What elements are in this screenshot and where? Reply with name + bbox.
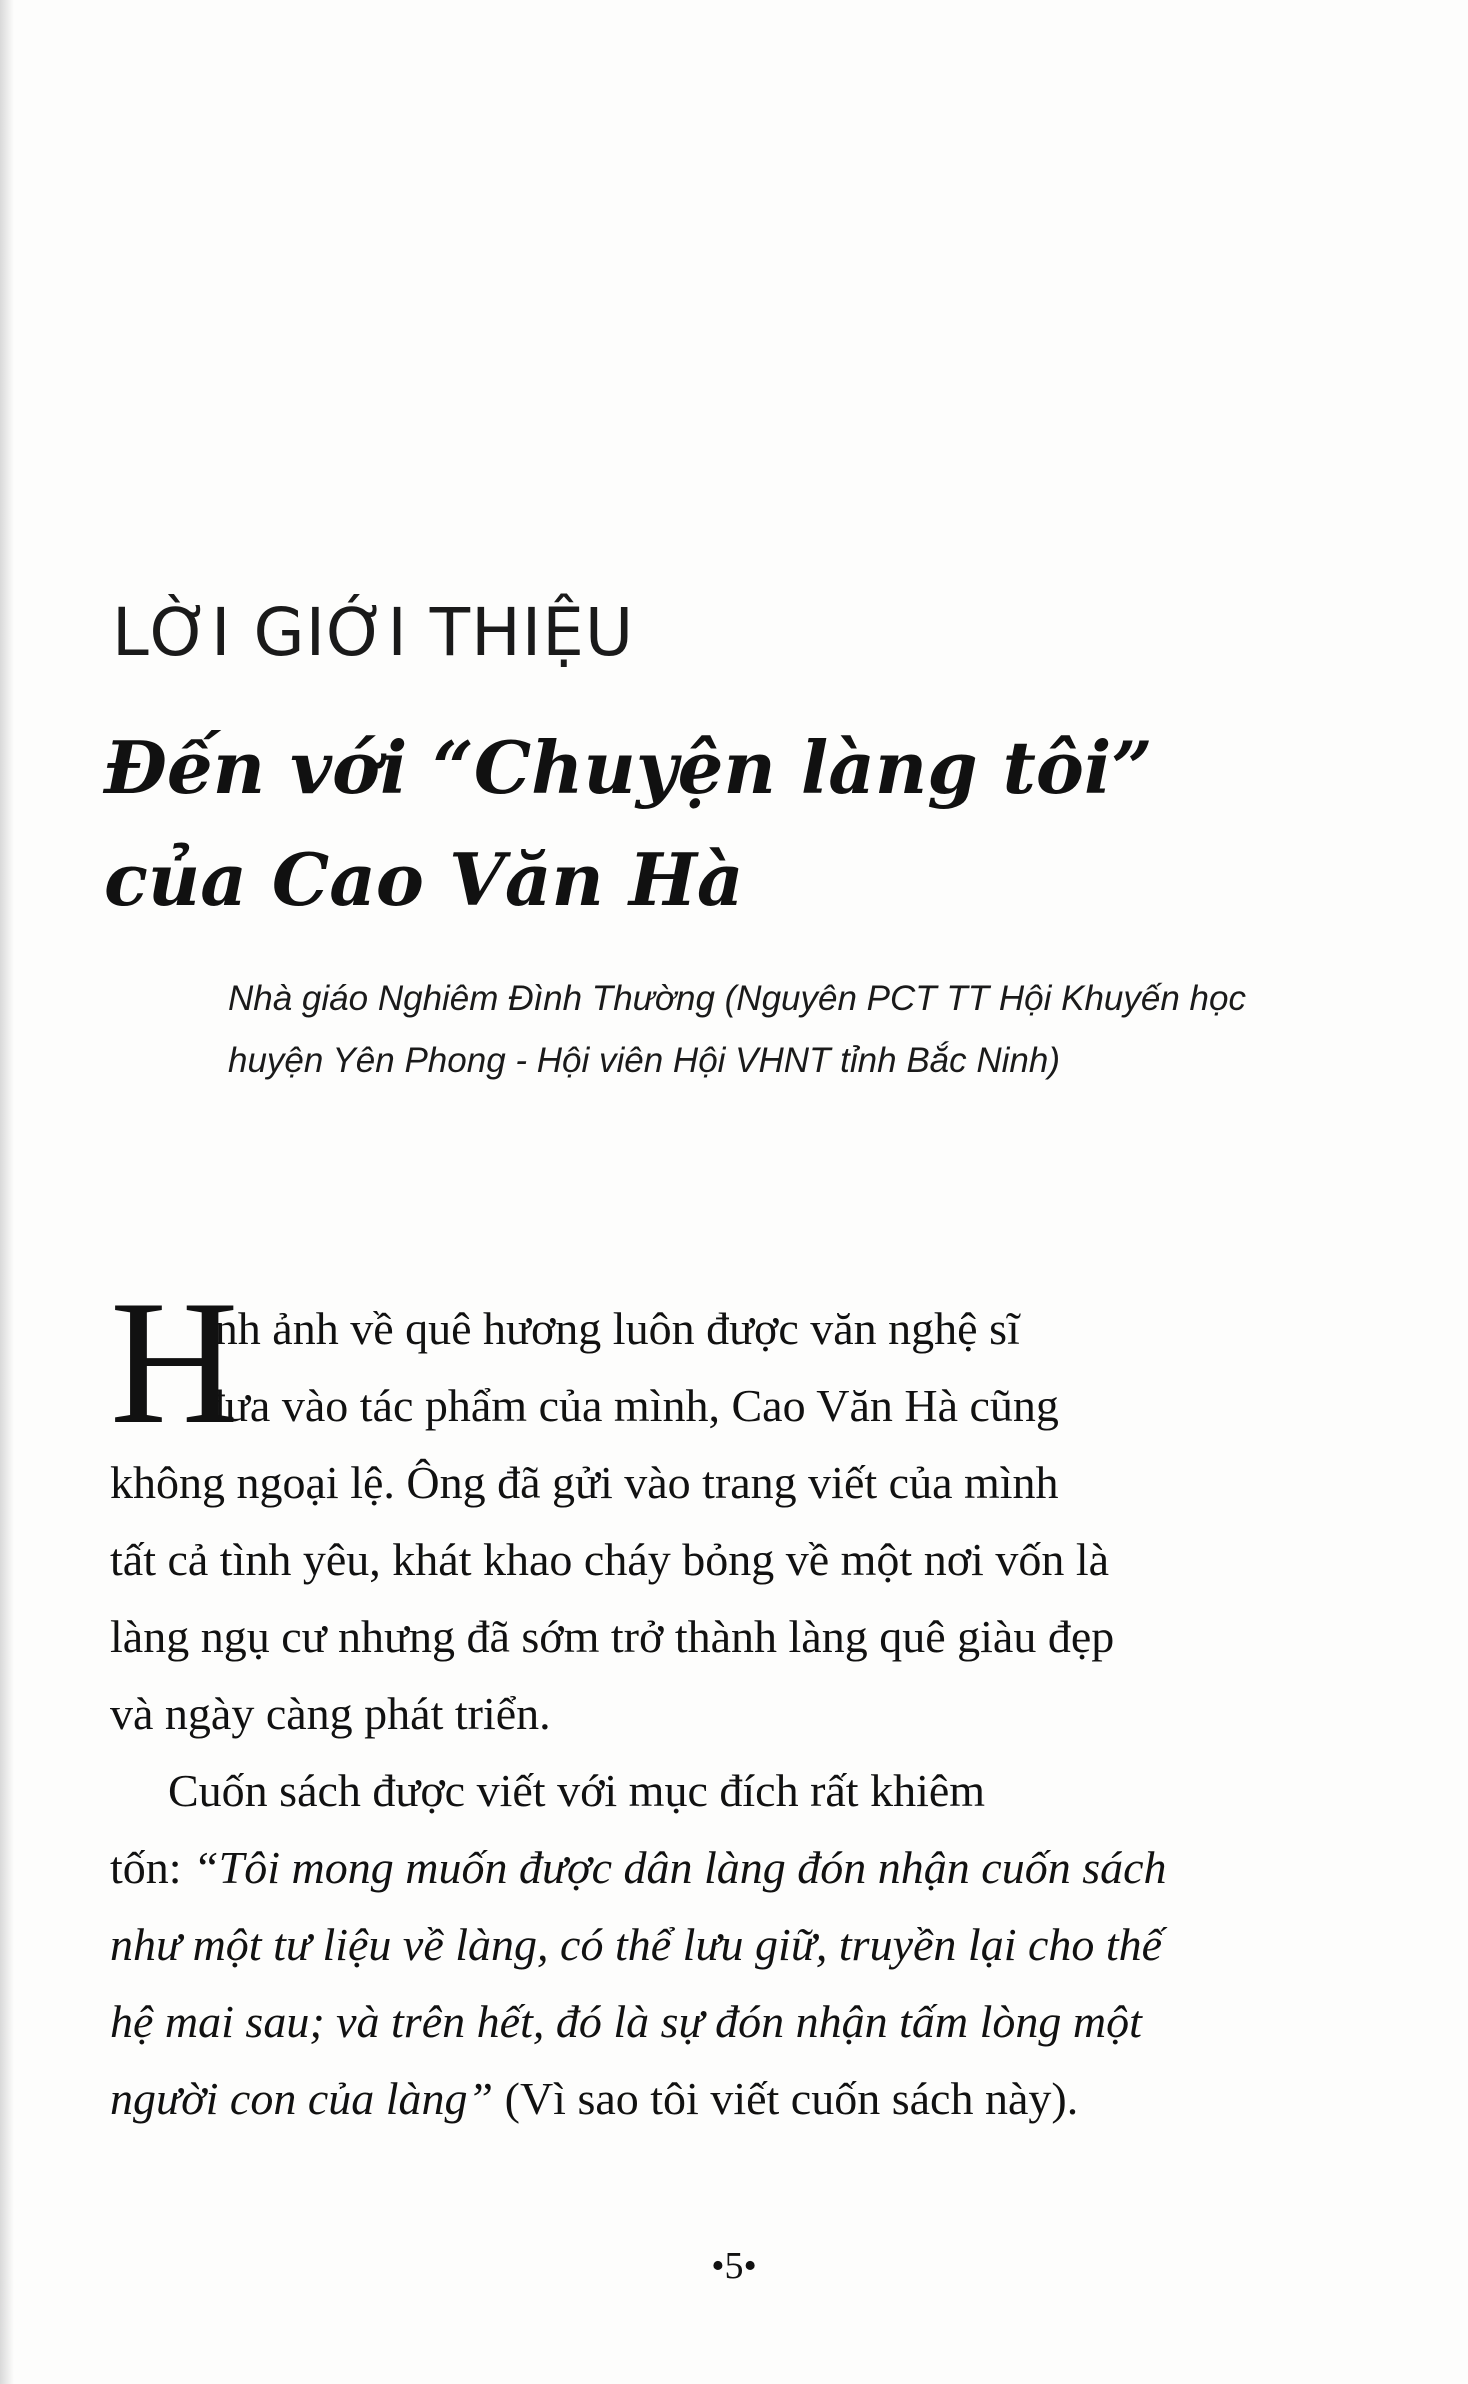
p2-line-2-quote: “Tôi mong muốn được dân làng đón nhận cuốn sách [193,1842,1167,1893]
p2-line-3: như một tư liệu về làng, có thể lưu giữ, truyền lại cho thế [110,1919,1163,1970]
p2-line-4: hệ mai sau; và trên hết, đó là sự đón nhận tấm lòng một [110,1996,1142,2047]
chapter-title [104,712,1304,936]
p1-line-6: và ngày càng phát triển. [110,1688,551,1739]
section-label: LỜI GIỚI THIỆU [112,594,635,671]
p2-line-5-plain: (Vì sao tôi viết cuốn sách này). [493,2073,1079,2124]
author-line-2: huyện Yên Phong - Hội viên Hội VHNT tỉnh Bắc Ninh) [228,1041,1061,1080]
p2-line-2-plain: tốn: [110,1842,194,1893]
paragraph-1 [110,1263,1258,1752]
paragraph-2 [110,1752,1258,2137]
p1-line-3: không ngoại lệ. Ông đã gửi vào trang viết của mình [110,1457,1059,1508]
p2-line-2 [110,1829,1258,1906]
p1-line-4: tất cả tình yêu, khát khao cháy bỏng về một nơi vốn là [110,1534,1110,1585]
author-credit [228,968,1288,1092]
p1-line-5: làng ngụ cư nhưng đã sớm trở thành làng quê giàu đẹp [110,1611,1115,1662]
page-edge-shadow [0,0,14,2384]
body-text [110,1263,1258,2137]
p2-line-5-quote: người con của làng” [110,2073,494,2124]
page-number: •5• [711,2245,757,2287]
drop-cap: H [110,1263,239,1461]
p2-line-5 [110,2060,1258,2137]
p2-line-1: Cuốn sách được viết với mục đích rất khiêm [168,1765,986,1816]
title-line-2: của Cao Văn Hà [104,837,744,922]
p1-line-2: đưa vào tác phẩm của mình, Cao Văn Hà cũng [202,1380,1059,1431]
title-line-1: Đến với “Chuyện làng tôi” [104,725,1153,810]
author-line-1: Nhà giáo Nghiêm Đình Thường (Nguyên PCT TT Hội Khuyến học [228,979,1246,1018]
p1-line-1: ình ảnh về quê hương luôn được văn nghệ sĩ [202,1303,1020,1354]
